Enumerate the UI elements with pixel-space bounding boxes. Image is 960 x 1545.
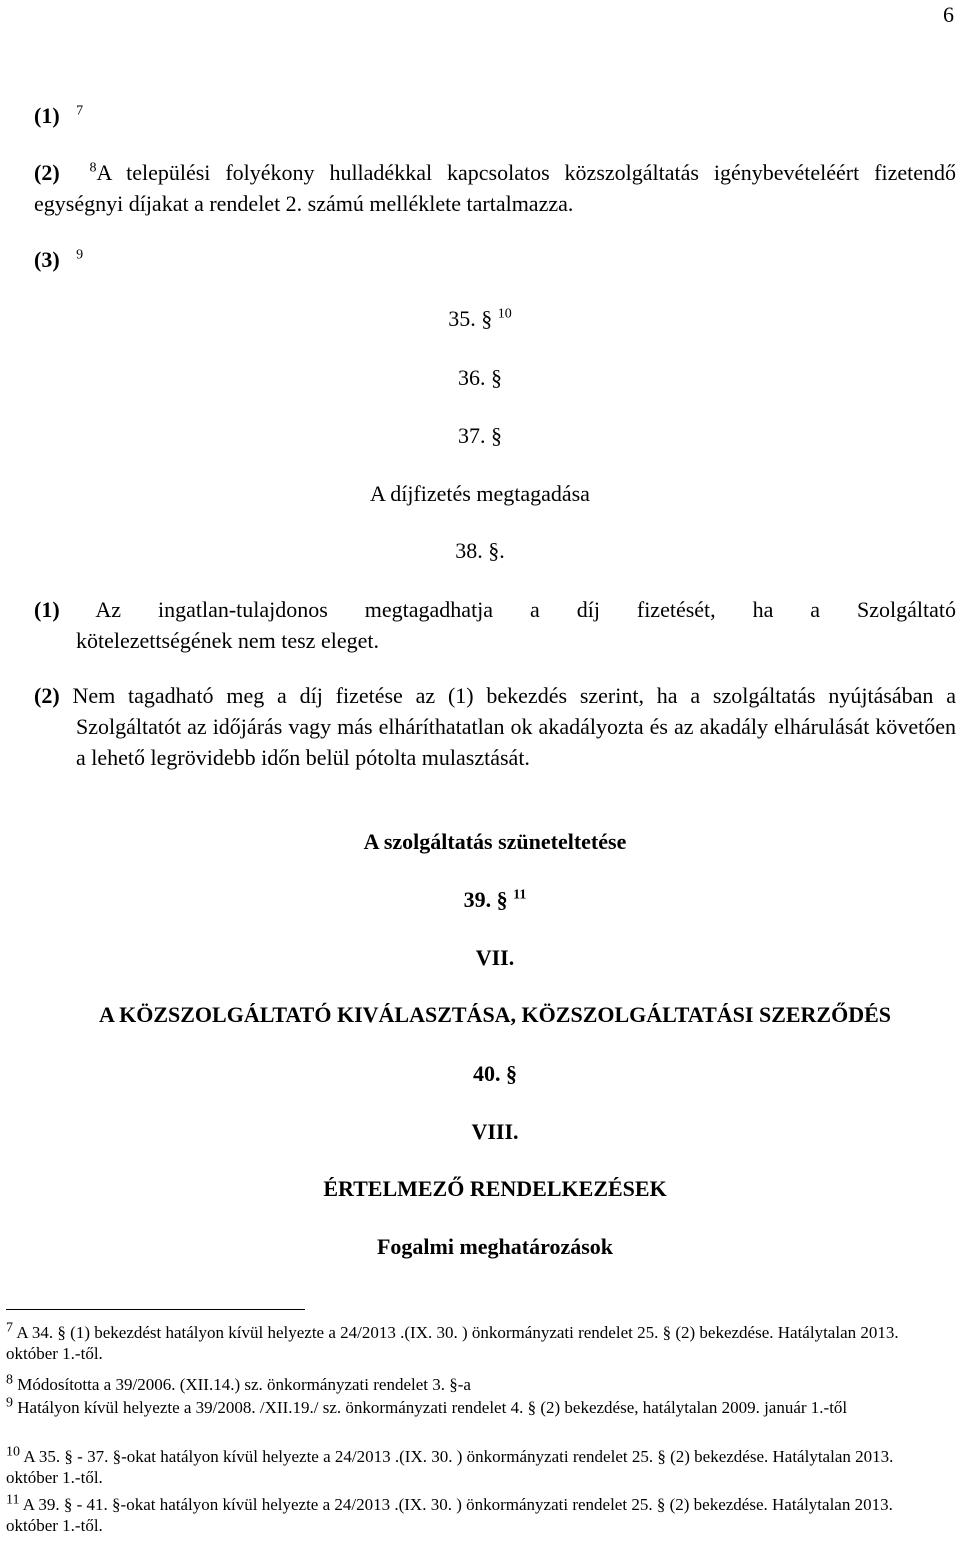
section-37: 37. § <box>458 423 502 448</box>
footnote-number: 11 <box>6 1492 20 1508</box>
footnote-ref: 10 <box>497 306 512 322</box>
section-35: 35. § $^{10}$ <box>448 306 512 331</box>
section-38-paragraph-2 <box>34 680 956 773</box>
section-heading: A szolgáltatás szüneteltetése <box>363 829 627 854</box>
chapter-number: VIII. <box>471 1119 519 1144</box>
footnote-ref: 8 <box>89 160 97 176</box>
paragraph-text: Az ingatlan-tulajdonos megtagadhatja a díj fizetését, ha a Szolgáltató <box>95 597 956 622</box>
footnote-number: 8 <box>6 1372 13 1388</box>
paragraph-text: A települési folyékony hulladékkal kapcsolatos közszolgáltatás igénybevételéért fizetendő egységnyi díjakat a rendelet 2. számú melléklete tartalmazza. <box>34 160 956 216</box>
footnote-divider <box>6 1309 305 1310</box>
paragraph-text-continuation: kötelezettségének nem tesz eleget. <box>76 628 379 653</box>
paragraph-text: Nem tagadható meg a díj fizetése az (1) bekezdés szerint, ha a szolgáltatás nyújtásában a Szolgáltatót az időjárás vagy más elháríthatatlan ok akadályozta és az akadály elhárulását követően a lehető legrövidebb időn belül pótolta mulasztását. <box>72 683 956 770</box>
section-heading: A díjfizetés megtagadása <box>370 481 590 506</box>
paragraph-number: (1) <box>34 597 60 622</box>
footnote <box>6 1397 946 1418</box>
footnote <box>6 1322 946 1364</box>
section-40: 40. § <box>473 1061 517 1086</box>
footnote-ref: 7 <box>76 103 84 119</box>
paragraph-number: (2) <box>34 683 60 708</box>
footnote-text: A 35. § - 37. §-okat hatályon kívül helyezte a 24/2013 .(IX. 30. ) önkormányzati rendelet 25. § (2) bekezdése. Hatálytalan 2013. október 1.-től. <box>6 1447 894 1487</box>
footnote-ref: 9 <box>76 247 84 263</box>
footnote-number: 7 <box>6 1320 13 1336</box>
footnote-number: 10 <box>6 1444 20 1460</box>
paragraph-3 <box>34 244 83 275</box>
footnote-number: 9 <box>6 1395 13 1411</box>
footnote <box>6 1446 946 1488</box>
section-36: 36. § <box>458 365 502 390</box>
footnote-text: Módosította a 39/2006. (XII.14.) sz. önkormányzati rendelet 3. §-a <box>17 1375 471 1394</box>
paragraph-number: (1) <box>34 103 60 128</box>
page-number: 6 <box>943 2 954 27</box>
section-38-paragraph-1 <box>34 594 956 625</box>
footnote <box>6 1374 946 1395</box>
footnote-text: A 39. § - 41. §-okat hatályon kívül helyezte a 24/2013 .(IX. 30. ) önkormányzati rendelet 25. § (2) bekezdése. Hatálytalan 2013. október 1.-től. <box>6 1495 893 1535</box>
chapter-number: VII. <box>475 945 515 970</box>
paragraph-2 <box>34 157 956 219</box>
paragraph-1 <box>34 100 83 131</box>
section-39: 39. § $^{11}$ <box>463 887 527 912</box>
section-38: 38. §. <box>455 538 505 563</box>
chapter-title: A KÖZSZOLGÁLTATÓ KIVÁLASZTÁSA, KÖZSZOLGÁLTATÁSI SZERZŐDÉS <box>98 1002 892 1027</box>
section-heading: Fogalmi meghatározások <box>376 1234 614 1259</box>
footnote-text: A 34. § (1) bekezdést hatályon kívül helyezte a 24/2013 .(IX. 30. ) önkormányzati rendelet 25. § (2) bekezdése. Hatálytalan 2013. október 1.-től. <box>6 1323 899 1363</box>
chapter-title: ÉRTELMEZŐ RENDELKEZÉSEK <box>323 1176 667 1201</box>
paragraph-number: (3) <box>34 247 60 272</box>
paragraph-number: (2) <box>34 160 60 185</box>
footnote <box>6 1494 946 1536</box>
footnote-ref: 11 <box>513 887 527 903</box>
footnote-text: Hatályon kívül helyezte a 39/2008. /XII.19./ sz. önkormányzati rendelet 4. § (2) bekezdése, hatálytalan 2009. január 1.-től <box>17 1398 848 1417</box>
